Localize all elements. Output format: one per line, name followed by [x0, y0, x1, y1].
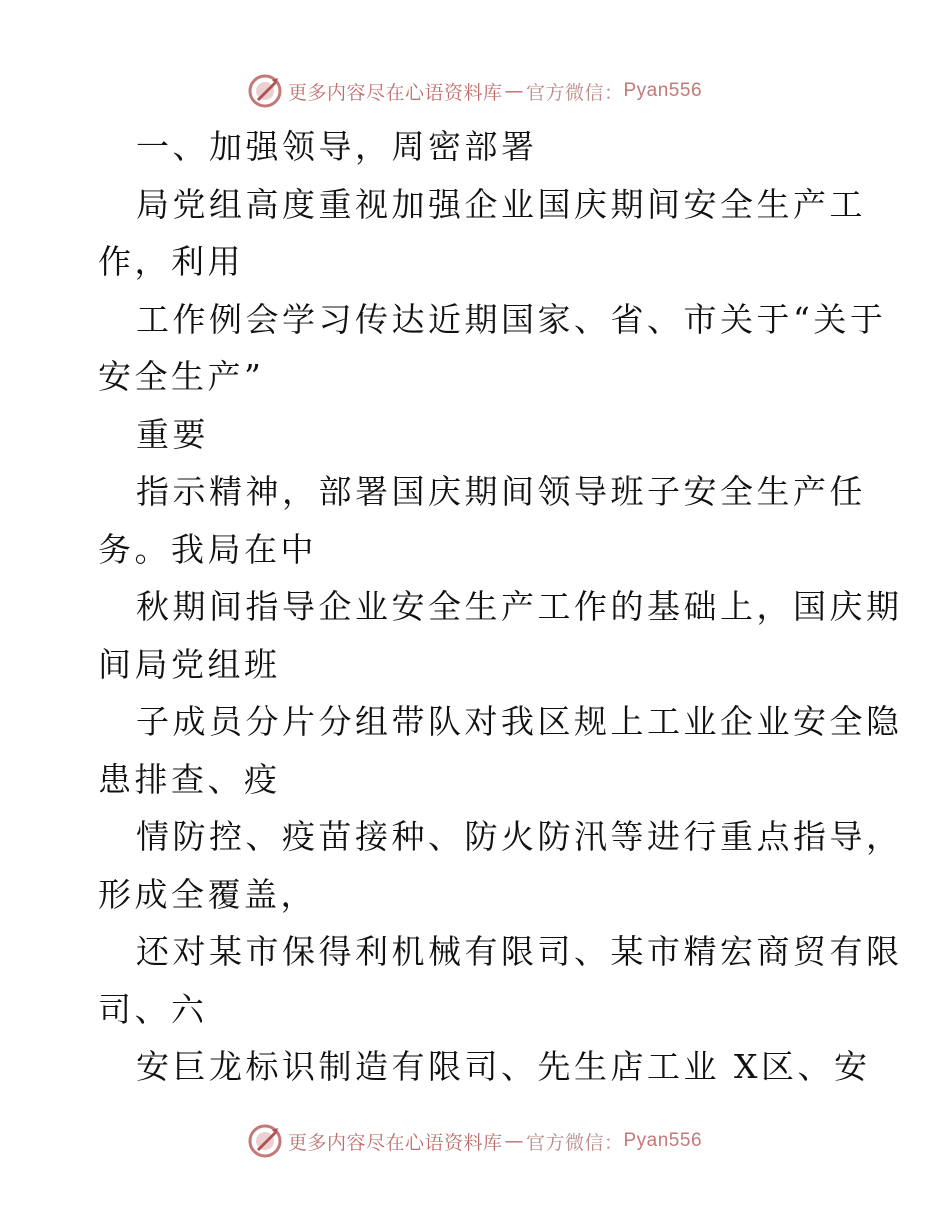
quill-seal-icon — [248, 1124, 282, 1158]
header-watermark-banner — [0, 72, 950, 110]
paragraph-line: 间局党组班 — [98, 644, 281, 684]
paragraph-line: 形成全覆盖， — [98, 874, 317, 914]
paragraph-line: 重要 — [136, 414, 209, 454]
paragraph-line: 司、六 — [98, 989, 208, 1029]
paragraph-line: 指示精神，部署国庆期间领导班子安全生产任 — [136, 472, 866, 511]
paragraph-line: 作，利用 — [98, 242, 244, 281]
paragraph-line: 局党组高度重视加强企业国庆期间安全生产工 — [136, 184, 866, 224]
footer-banner-wechat-id: Pyan556 — [623, 1130, 703, 1151]
footer-banner-separator: — — [504, 1130, 524, 1152]
paragraph-line: 安巨龙标识制造有限司、先生店工业 X区、安 — [136, 1047, 871, 1086]
section-heading: 一、加强领导，周密部署 — [136, 127, 538, 166]
footer-watermark-banner — [0, 1122, 950, 1160]
paragraph-line: 情防控、疫苗接种、防火防汛等进行重点指导， — [136, 817, 903, 856]
paragraph-line: 工作例会学习传达近期国家、省、市关于“关于 — [136, 299, 887, 339]
header-banner-wechat-label: 官方微信： — [525, 81, 624, 104]
paragraph-line: 秋期间指导企业安全生产工作的基础上，国庆期 — [136, 587, 903, 626]
paragraph-line: 还对某市保得利机械有限司、某市精宏商贸有限 — [136, 932, 903, 971]
header-banner-wechat-id: Pyan556 — [623, 80, 703, 101]
paragraph-line: 务。我局在中 — [98, 529, 317, 569]
header-banner-separator: — — [504, 80, 524, 102]
document-body — [98, 118, 903, 1096]
paragraph-line: 安全生产” — [98, 357, 265, 396]
footer-banner-text: 更多内容尽在心语资料库 — [287, 1131, 503, 1154]
paragraph-line: 患排查、疫 — [98, 759, 281, 799]
quill-seal-icon — [248, 74, 282, 108]
header-banner-text: 更多内容尽在心语资料库 — [287, 81, 503, 104]
footer-banner-wechat-label: 官方微信： — [525, 1131, 624, 1154]
paragraph-line: 子成员分片分组带队对我区规上工业企业安全隐 — [136, 702, 903, 741]
